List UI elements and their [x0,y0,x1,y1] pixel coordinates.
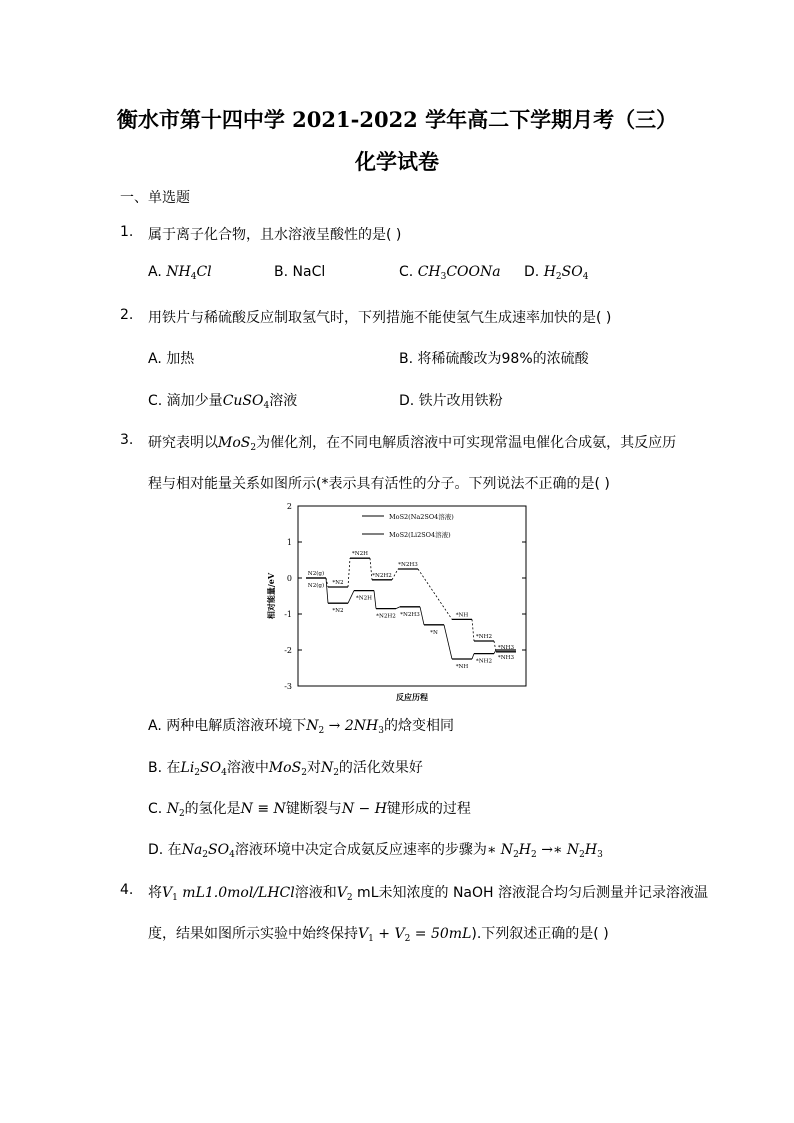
question-4-stem-line1: 将$V_1$ mL1.0mol/LHCl溶液和$V_2$ mL未知浓度的 NaOH 溶液混合均匀后测量并记录溶液温 [148,885,708,903]
x-axis-label: 反应历程 [396,692,428,702]
q1-option-a[interactable]: A. $NH_4Cl$ [148,264,212,282]
solid-series-level-label: *N2H2 [376,613,396,620]
dashed-series-level-label: *N2H [351,551,369,558]
legend-label: MoS2(Li2SO4溶液) [389,531,451,539]
q2-option-a[interactable]: A. 加热 [148,351,195,367]
dashed-series-level-label: *N2H3 [398,562,418,568]
y-tick-label: 1 [286,538,292,547]
y-tick-label: -1 [284,610,292,619]
solid-series-level-label: *NH2 [475,658,493,665]
q2-option-c[interactable]: C. 滴加少量CuSO$_4$溶液 [148,393,298,411]
page-subtitle: 化学试卷 [355,149,439,174]
y-axis-label: 相对能量/eV [266,572,276,620]
q2-option-d[interactable]: D. 铁片改用铁粉 [399,393,503,409]
solid-series-connector [420,607,424,625]
q3-option-b[interactable]: B. 在$Li_2SO_4$溶液中MoS$_2$对$N_2$的活化效果好 [148,760,423,778]
page-title: 衡水市第十四中学 2021-2022 学年高二下学期月考（三） [116,107,678,132]
dashed-series-level-label: *N2H2 [372,572,392,579]
question-3-stem-line1: 研究表明以MoS$_2$为催化剂，在不同电解质溶液中可实现常温电催化合成氨，其反应历 [148,435,677,453]
dashed-series-connector [472,619,474,641]
y-tick-label: 2 [286,502,292,511]
q1-option-c[interactable]: C. $CH_3COONa$ [399,264,501,282]
y-tick-label: 0 [286,574,292,583]
q1-option-b[interactable]: B. NaCl [274,264,326,280]
solid-series-connector [374,591,376,609]
q2-option-b[interactable]: B. 将稀硫酸改为98%的浓硫酸 [399,351,589,367]
solid-series-connector [494,650,496,654]
solid-series-level-label: *N2 [332,608,344,615]
solid-series-level-label: *N2H3 [400,611,420,618]
dashed-series-level-label: *NH2 [475,634,493,640]
question-1-stem: 属于离子化合物，且水溶液呈酸性的是( ) [148,227,402,243]
dashed-series-connector [348,558,350,587]
solid-series-connector [326,578,328,603]
y-tick-label: -3 [284,682,292,691]
question-3-stem-line2: 程与相对能量关系如图所示(*表示具有活性的分子。下列说法不正确的是( ) [148,476,610,492]
dashed-series-level-label: *N2 [332,580,344,586]
dashed-series-connector [392,569,398,580]
solid-series-level-label: N2(g) [307,583,325,589]
question-4-number: 4. [120,882,134,898]
dashed-series-connector [418,569,452,619]
solid-series-level-label: *N [430,629,438,636]
solid-series-level-label: *N2H [355,595,373,602]
question-1-number: 1. [120,224,134,240]
y-tick-label: -2 [284,646,292,655]
section-heading: 一、单选题 [120,190,190,206]
question-2-number: 2. [120,307,134,323]
solid-series-connector [472,654,474,659]
solid-series-connector [348,591,354,604]
q3-option-a[interactable]: A. 两种电解质溶液环境下$N_2 \to 2NH_3$的焓变相同 [148,718,454,736]
q3-option-c[interactable]: C. $N_2$的氢化是N ≡ N键断裂与N − H键形成的过程 [148,801,471,819]
solid-series-connector [444,625,452,659]
q1-option-d[interactable]: D. $H_2SO_4$ [524,264,589,282]
question-3-number: 3. [120,432,134,448]
dashed-series-level-label: *NH3 [497,644,515,651]
solid-series-level-label: *NH [455,664,469,670]
dashed-series-level-label: N2(g) [307,571,325,577]
q3-option-d[interactable]: D. 在$Na_2SO_4$溶液环境中决定合成氨反应速率的步骤为∗ $N_2H_2$ →∗ $N_2H_3$ [148,842,603,860]
legend-label: MoS2(Na2SO4溶液) [389,513,454,521]
question-2-stem: 用铁片与稀硫酸反应制取氢气时，下列措施不能使氢气生成速率加快的是( ) [148,310,612,326]
question-4-stem-line2: 度，结果如图所示实验中始终保持$V_1 + V_2 = 50mL$).下列叙述正确的是( ) [148,926,609,944]
solid-series-connector [396,607,400,609]
energy-profile-chart [262,500,532,705]
solid-series-level-label: *NH3 [497,655,515,661]
dashed-series-level-label: *NH [455,612,469,619]
